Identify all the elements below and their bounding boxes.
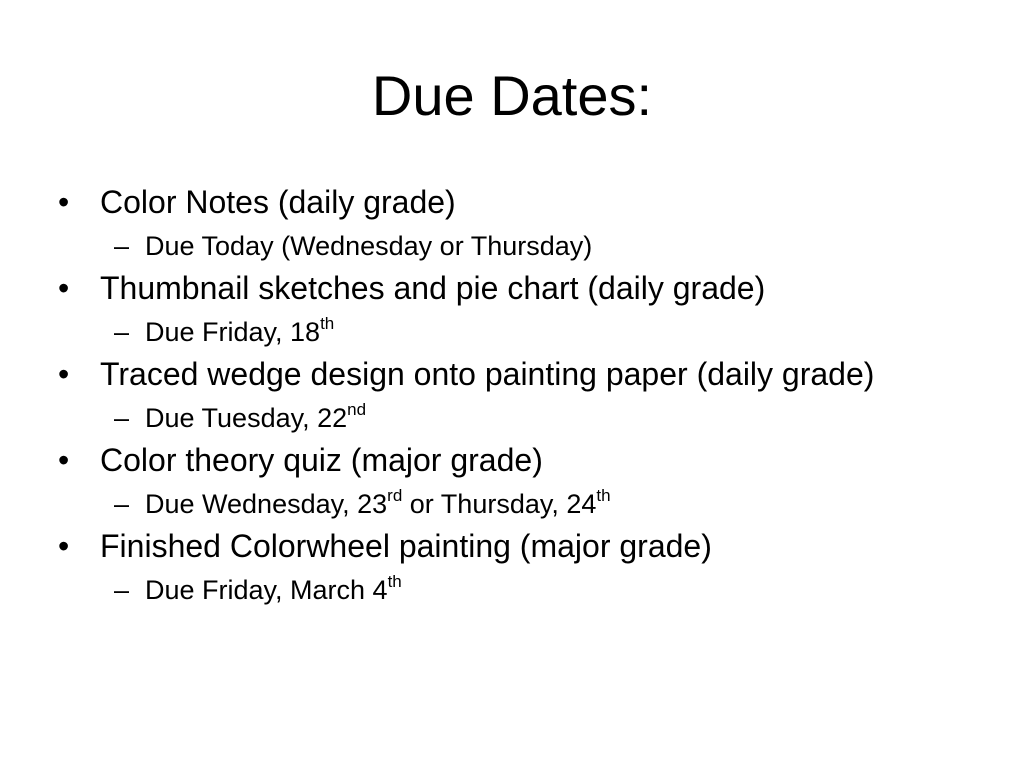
list-item	[58, 442, 958, 520]
due-date-text: Due Wednesday, 23	[145, 489, 388, 519]
due-date-text: Due Friday, March 4	[145, 575, 388, 605]
sub-bullet-line	[58, 572, 958, 606]
bullet-line	[58, 270, 958, 307]
due-date-text: Due Tuesday, 22	[145, 403, 348, 433]
dash-icon: –	[114, 403, 130, 433]
ordinal-suffix: th	[387, 572, 402, 591]
bullet-text: Thumbnail sketches and pie chart (daily grade)	[100, 270, 766, 306]
sub-bullet-line	[58, 400, 958, 434]
bullet-line	[58, 442, 958, 479]
ordinal-suffix: rd	[387, 486, 403, 505]
bullet-text: Finished Colorwheel painting (major grade)	[100, 528, 712, 564]
ordinal-suffix: nd	[347, 400, 367, 419]
dash-icon: –	[114, 489, 130, 519]
bullet-icon: •	[58, 528, 70, 564]
sub-bullet-line	[58, 314, 958, 348]
bullet-line	[58, 528, 958, 565]
bullet-line	[58, 356, 958, 393]
list-item	[58, 184, 958, 262]
due-date-text: or Thursday, 24	[402, 489, 597, 519]
dash-icon: –	[114, 231, 130, 261]
list-item	[58, 528, 958, 606]
bullet-icon: •	[58, 356, 70, 392]
sub-bullet-line	[58, 231, 958, 262]
ordinal-suffix: th	[596, 486, 611, 505]
bullet-icon: •	[58, 442, 70, 478]
list-item	[58, 270, 958, 348]
bullet-text: Color theory quiz (major grade)	[100, 442, 543, 478]
due-date-text: Due Friday, 18	[145, 317, 321, 347]
bullet-text: Traced wedge design onto painting paper (daily grade)	[100, 356, 875, 392]
list-item	[58, 356, 958, 434]
sub-bullet-line	[58, 486, 958, 520]
due-date-text: Due Today (Wednesday or Thursday)	[145, 231, 593, 261]
dash-icon: –	[114, 317, 130, 347]
dash-icon: –	[114, 575, 130, 605]
bullet-list	[58, 180, 958, 614]
bullet-icon: •	[58, 184, 70, 220]
slide-title: Due Dates:	[371, 64, 653, 127]
bullet-line	[58, 184, 958, 221]
bullet-text: Color Notes (daily grade)	[100, 184, 456, 220]
bullet-icon: •	[58, 270, 70, 306]
ordinal-suffix: th	[320, 314, 335, 333]
